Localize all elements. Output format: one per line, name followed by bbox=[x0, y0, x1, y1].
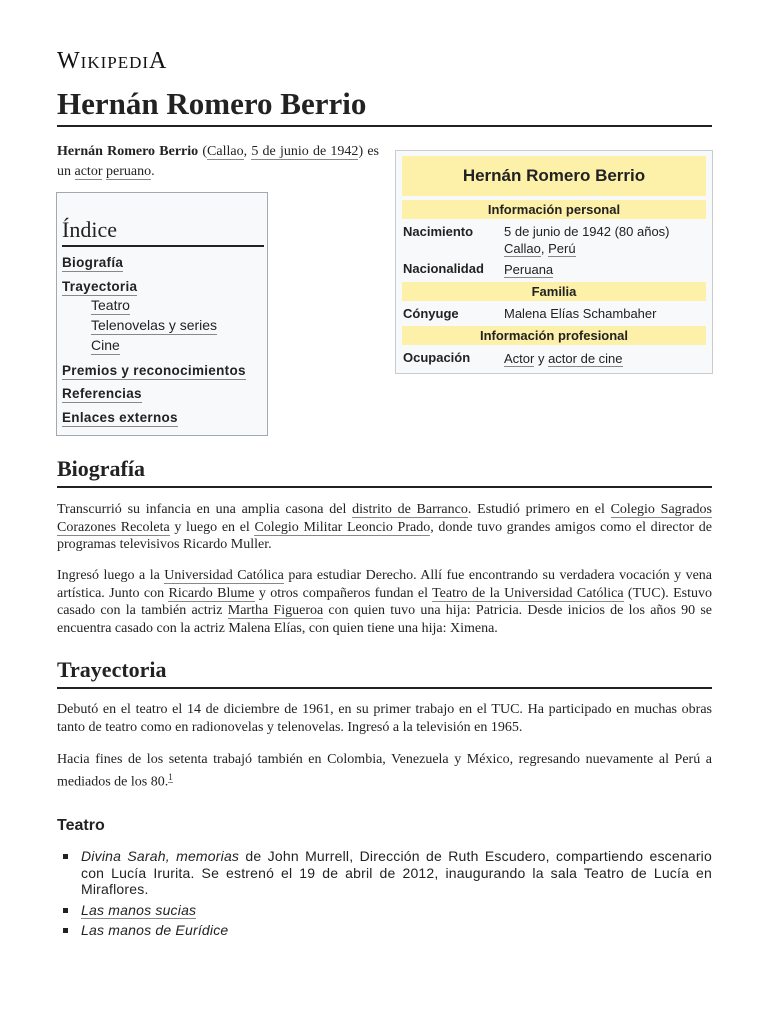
list-item bbox=[57, 902, 712, 919]
link-martha-figueroa[interactable]: Martha Figueroa bbox=[227, 603, 324, 618]
toc-item-telenovelas[interactable]: Telenovelas y series bbox=[91, 317, 218, 333]
link-actor[interactable]: actor bbox=[74, 163, 103, 179]
lead-name: Hernán Romero Berrio bbox=[57, 144, 199, 159]
bullet-icon bbox=[63, 854, 68, 859]
link-actor-infobox[interactable]: Actor bbox=[504, 351, 535, 366]
link-actor-de-cine[interactable]: actor de cine bbox=[548, 351, 623, 366]
toc-item-premios[interactable]: Premios y reconocimientos bbox=[62, 363, 246, 378]
link-barranco[interactable]: distrito de Barranco bbox=[352, 502, 468, 517]
link-callao-infobox[interactable]: Callao bbox=[504, 241, 541, 256]
link-callao[interactable]: Callao bbox=[207, 144, 244, 159]
infobox-value-birth: 5 de junio de 1942 (80 años) Callao, Perú bbox=[504, 224, 670, 256]
infobox-label-spouse: Cónyuge bbox=[403, 306, 459, 321]
link-peruana[interactable]: Peruana bbox=[504, 262, 554, 277]
infobox-header-personal: Información personal bbox=[402, 200, 706, 219]
trayectoria-paragraph-1: Debutó en el teatro el 14 de diciembre de 1961, en su primer trabajo en el TUC. Ha participado en muchas obras tanto de teatro como en radionovelas y telenovelas. Ingresó a la televisión en 1965. bbox=[57, 702, 712, 735]
infobox-title: Hernán Romero Berrio bbox=[402, 156, 706, 196]
toc-item-trayectoria[interactable]: Trayectoria bbox=[62, 279, 138, 294]
page-title: Hernán Romero Berrio bbox=[57, 86, 712, 127]
bullet-icon bbox=[63, 928, 68, 933]
section-heading-trayectoria: Trayectoria bbox=[57, 657, 712, 689]
infobox-label-nationality: Nacionalidad bbox=[403, 261, 484, 276]
link-peru[interactable]: Perú bbox=[548, 241, 576, 256]
infobox-value-spouse: Malena Elías Schambaher bbox=[504, 306, 657, 321]
infobox-value-occupation: Actor y actor de cine bbox=[504, 351, 623, 366]
infobox-label-occupation: Ocupación bbox=[403, 350, 471, 365]
lead-paragraph: Hernán Romero Berrio (Callao, 5 de junio de 1942) es un actor peruano. bbox=[57, 144, 379, 179]
bullet-icon bbox=[63, 908, 68, 913]
infobox bbox=[395, 150, 713, 374]
trayectoria-paragraph-2: Hacia fines de los setenta trabajó también en Colombia, Venezuela y México, regresando nuevamente al Perú a mediados de los 80.$^1$ bbox=[57, 752, 712, 790]
link-ricardo-blume[interactable]: Ricardo Blume bbox=[168, 585, 255, 601]
toc-item-teatro[interactable]: Teatro bbox=[91, 297, 130, 313]
link-universidad-catolica[interactable]: Universidad Católica bbox=[164, 568, 284, 583]
list-item: Divina Sarah, memorias de John Murrell, Dirección de Ruth Escudero, compartiendo escenario con Lucía Irurita. Se estrenó el 19 de abril de 2012, inaugurando la sala Teatro de Lucía en Miraflores. bbox=[57, 848, 712, 898]
teatro-list bbox=[57, 848, 712, 943]
toc-item-cine[interactable]: Cine bbox=[91, 337, 120, 353]
link-colegio-recoleta[interactable]: Colegio Sagrados Corazones Recoleta bbox=[57, 502, 713, 535]
link-colegio-leoncio-prado[interactable]: Colegio Militar Leoncio Prado bbox=[254, 519, 431, 535]
link-las-manos-sucias[interactable]: Las manos sucias bbox=[81, 901, 197, 918]
table-of-contents bbox=[56, 192, 268, 436]
wikipedia-logo[interactable]: WIKIPEDIA bbox=[57, 48, 168, 74]
link-peruano[interactable]: peruano bbox=[105, 163, 152, 179]
toc-item-enlaces[interactable]: Enlaces externos bbox=[62, 410, 178, 425]
reference-link[interactable]: 1 bbox=[168, 771, 173, 782]
toc-item-biografia[interactable]: Biografía bbox=[62, 255, 124, 270]
section-heading-biografia: Biografía bbox=[57, 456, 712, 488]
toc-title: Índice bbox=[62, 217, 264, 247]
infobox-value-nationality bbox=[504, 261, 704, 278]
biografia-paragraph-2: Ingresó luego a la Universidad Católica para estudiar Derecho. Allí fue encontrando su verdadera vocación y vena artística. Junto con Ricardo Blume y otros compañeros fundan el Teatro de la Universidad Católica (TUC). Estuvo casado con la también actriz Martha Figueroa con quien tuvo una hija: Patricia. Desde inicios de los años 90 se encuentra casado con la actriz Malena Elías, con quien tiene una hija: Ximena. bbox=[57, 568, 713, 636]
biografia-paragraph-1: Transcurrió su infancia en una amplia casona del distrito de Barranco. Estudió primero en el Colegio Sagrados Corazones Recoleta y luego en el Colegio Militar Leoncio Prado, donde tuvo grandes amigos como el director de programas televisivos Ricardo Muller. bbox=[57, 502, 713, 552]
toc-item-referencias[interactable]: Referencias bbox=[62, 386, 142, 401]
infobox-header-professional: Información profesional bbox=[402, 326, 706, 345]
link-teatro-uc[interactable]: Teatro de la Universidad Católica bbox=[432, 585, 624, 601]
infobox-header-family: Familia bbox=[402, 282, 706, 301]
list-item: Las manos de Eurídice bbox=[57, 922, 712, 939]
link-birthdate[interactable]: 5 de junio de 1942 bbox=[251, 144, 359, 159]
section-heading-teatro: Teatro bbox=[57, 817, 105, 834]
infobox-label-birth: Nacimiento bbox=[403, 224, 474, 239]
